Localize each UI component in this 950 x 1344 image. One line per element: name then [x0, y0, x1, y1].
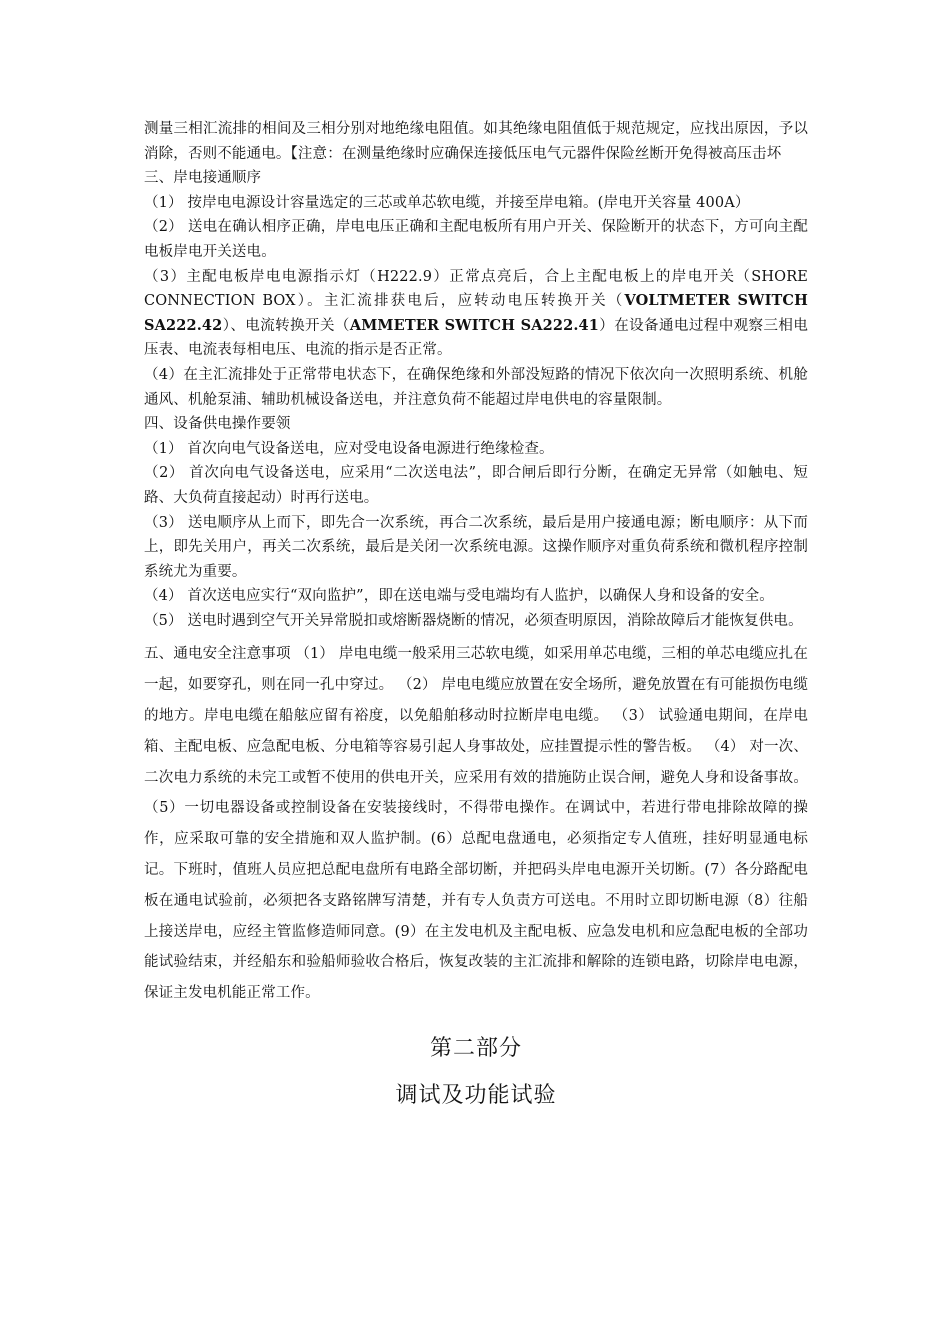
- ammeter-switch-label: AMMETER SWITCH SA222.41: [349, 316, 599, 334]
- section-4-item-5: （5） 送电时遇到空气开关异常脱扣或熔断器烧断的情况，必须查明原因，消除故障后才能恢复供电。: [144, 612, 803, 629]
- voltmeter-switch-label: VOLTMETER SWITCH SA222.42: [144, 292, 808, 334]
- section-4-item-1: （1） 首次向电气设备送电，应对受电设备电源进行绝缘检查。: [144, 440, 554, 457]
- intro-note: 【注意：在测量绝缘时应确保连接低压电气元器件保险丝断开免得被高压击坏: [290, 145, 782, 162]
- item-3-text-c: ）、电流转换开关（: [222, 317, 350, 334]
- section-4-heading: 四、设备供电操作要领: [144, 416, 291, 433]
- document-page: [144, 117, 808, 1109]
- intro-paragraph: [144, 117, 808, 166]
- section-5-paragraph: 五、通电安全注意事项 （1） 岸电电缆一般采用三芯软电缆，如采用单芯电缆，三相的单芯电缆应扎在一起，如要穿孔，则在同一孔中穿过。 （2） 岸电电缆应放置在安全场所，避免放置在有可能损伤电缆的地方。岸电电缆在船舷应留有裕度，以免船舶移动时拉断岸电电缆。 （3） 试验通电期间，在岸电箱、主配电板、应急配电板、分电箱等容易引起人身事故处，应挂置提示性的警告板。 （4） 对一次、二次电力系统的未完工或暂不使用的供电开关，应采用有效的措施防止误合闸，避免人身和设备事故。 （5）一切电器设备或控制设备在安装接线时，不得带电操作。在调试中，若进行带电排除故障的操作，应采取可靠的安全措施和双人监护制。(6）总配电盘通电，必须指定专人值班，挂好明显通电标记。下班时，值班人员应把总配电盘所有电路全部切断，并把码头岸电电源开关切断。(7）各分路配电板在通电试验前，必须把各支路铭牌写清楚，并有专人负责方可送电。不用时立即切断电源（8）往船上接送岸电，应经主管监修造师同意。(9）在主发电机及主配电板、应急发电机和应急配电板的全部功能试验结束，并经船东和验船师验收合格后，恢复改装的主汇流排和解除的连锁电路，切除岸电电源，保证主发电机能正常工作。: [144, 646, 808, 1002]
- section-3-item-4: （4）在主汇流排处于正常带电状态下，在确保绝缘和外部没短路的情况下依次向一次照明系统、机舱通风、机舱泵浦、辅助机械设备送电，并注意负荷不能超过岸电供电的容量限制。: [144, 366, 808, 408]
- section-3-item-3: [144, 265, 808, 363]
- section-3-item-2: （2） 送电在确认相序正确，岸电电压正确和主配电板所有用户开关、保险断开的状态下，方可向主配电板岸电开关送电。: [144, 219, 808, 260]
- section-4-item-3: （3） 送电顺序从上而下，即先合一次系统，再合二次系统，最后是用户接通电源；断电顺序：从下而上，即先关用户，再关二次系统，最后是关闭一次系统电源。这操作顺序对重负荷系统和微机程序控制系统尤为重要。: [144, 514, 808, 580]
- intro-text: 测量三相汇流排的相间及三相分别对地绝缘电阻值。如其绝缘电阻值低于规范规定，应找出原因，予以消除，否则不能通电。: [144, 121, 808, 162]
- section-4-item-2: （2） 首次向电气设备送电，应采用“二次送电法”，即合闸后即行分断，在确定无异常（如触电、短路、大负荷直接起动）时再行送电。: [144, 465, 808, 506]
- section-3-heading: 三、岸电接通顺序: [144, 170, 262, 187]
- part-title: 第二部分: [429, 1036, 522, 1062]
- section-3-item-1: （1） 按岸电电源设计容量选定的三芯或单芯软电缆，并接至岸电箱。(岸电开关容量 400A）: [144, 194, 750, 211]
- part-subtitle: 调试及功能试验: [395, 1083, 557, 1109]
- item-3-text-e: ）在设备通电过程中观察三相电压表、电流表每相电压、电流的指示是否正常。: [144, 317, 808, 359]
- item-3-text-a: （3）主配电板岸电电源指示灯（H222.9）正常点亮后，合上主配电板上的岸电开关（SHORE CONNECTION BOX）。主汇流排获电后，应转动电压转换开关（: [144, 268, 808, 310]
- section-4-item-4: （4） 首次送电应实行“双向监护”，即在送电端与受电端均有人监护，以确保人身和设备的安全。: [144, 588, 774, 605]
